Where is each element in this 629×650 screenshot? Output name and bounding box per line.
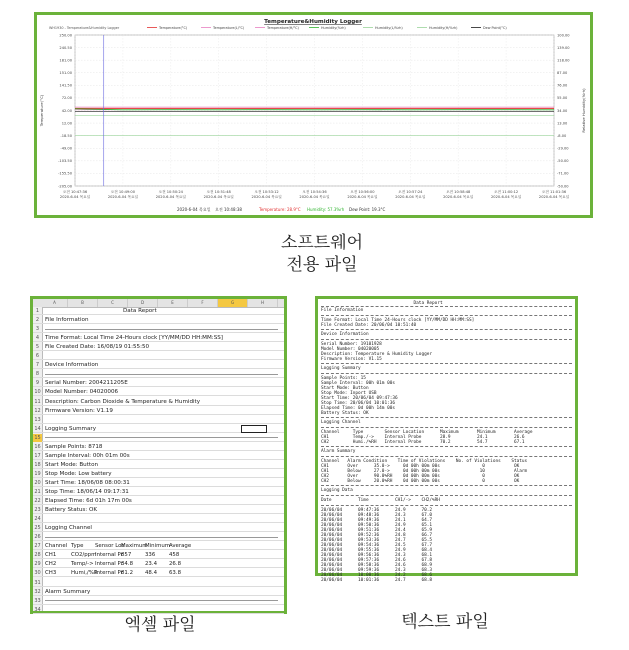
excel-row [33, 588, 284, 596]
excel-row-number[interactable]: 17 [34, 452, 41, 459]
excel-row-number[interactable]: 34 [34, 606, 41, 613]
excel-report-title[interactable]: Data Report [123, 308, 157, 314]
legend-entry: Humidity(H/%rh) [429, 26, 458, 30]
excel-row-number[interactable]: 18 [34, 461, 41, 468]
excel-row-number[interactable]: 16 [34, 443, 41, 450]
left-tick-label: -18.50 [60, 133, 72, 138]
text-file-line: Channel Alarm Condition Time of Violations No. of Violations Status [321, 459, 528, 464]
text-file-separator [321, 329, 572, 330]
text-file-line: Battery Status: OK [321, 411, 369, 416]
text-file-panel [315, 296, 578, 583]
excel-row-number[interactable]: 33 [34, 597, 41, 604]
chart-file-label: WH1930 - Temperature&Humidity Logger [49, 26, 120, 30]
right-tick-label: -8.00 [557, 133, 567, 138]
left-tick-label: 42.00 [61, 108, 72, 113]
legend-entry: Temperature(L/°C) [213, 26, 245, 30]
text-file-line: 20/06/04 09:55:36 24.9 68.4 [321, 548, 433, 553]
text-file-separator [321, 485, 572, 486]
excel-channel-cell[interactable]: CH2 [45, 561, 57, 568]
excel-row [33, 506, 284, 514]
text-file-line: CH1 Over 35.0-> 0d 00h 00m 00s 0 OK [321, 464, 520, 469]
x-tick-time: 오전 10:49:00 [110, 190, 136, 194]
right-tick-label: -71.00 [557, 171, 569, 176]
excel-row [33, 361, 284, 369]
software-caption [272, 232, 372, 276]
text-file-line: 20/06/04 10:01:36 24.7 68.8 [321, 578, 433, 583]
text-file-line: Logging Channel [321, 420, 361, 425]
excel-column-label[interactable]: H [248, 299, 278, 307]
legend-entry: Humidity(L/%rh) [375, 26, 403, 30]
text-file-line: Date Time CH1/-> CH2/%RH [321, 498, 440, 503]
text-file-line: Logging Summary [321, 366, 361, 371]
right-tick-label: 139.00 [557, 45, 570, 50]
software-caption-line-2: 전용 파일 [286, 255, 358, 275]
text-file-line: 20/06/04 09:57:36 24.6 67.8 [321, 558, 433, 563]
right-tick-label: 100.00 [557, 33, 570, 38]
legend-entry: Humidity(%rh) [321, 26, 346, 30]
text-file-separator [321, 373, 572, 374]
text-file-line: Sample Interval: 00h 01m 00s [321, 381, 396, 386]
text-file-line: Model Number: 04020005 [321, 347, 380, 352]
left-tick-label: 151.00 [59, 71, 72, 76]
status-time: 오전 10:48:38 [215, 207, 242, 212]
excel-channel-cell[interactable]: 23.4 [145, 561, 158, 568]
excel-row [33, 352, 284, 360]
excel-column-label[interactable]: A [42, 299, 68, 307]
text-file-line: Channel Type Sensor Location Maximum Minimum Average [321, 430, 533, 435]
text-file-line: Serial Number: 19101928 [321, 342, 382, 347]
excel-channel-cell[interactable]: 857 [121, 552, 132, 559]
excel-row-number[interactable]: 27 [34, 543, 41, 550]
text-caption: 텍스트 파일 [401, 612, 489, 632]
excel-row-number[interactable]: 6 [35, 353, 40, 360]
excel-column-label[interactable]: E [158, 299, 188, 307]
excel-channel-cell[interactable]: 81.2 [121, 570, 134, 577]
excel-row [33, 470, 284, 478]
left-tick-label: -103.50 [58, 159, 72, 164]
x-tick-time: 오전 10:53:12 [254, 190, 279, 194]
x-tick-date: 2020-6-04 목요일 [538, 195, 570, 199]
excel-row [33, 379, 284, 387]
excel-caption: 엑셀 파일 [124, 615, 196, 635]
excel-row-number[interactable]: 21 [34, 489, 41, 495]
text-file-line: Data Report [321, 301, 443, 306]
excel-row [33, 343, 284, 351]
excel-channel-header[interactable]: Maximum [121, 543, 148, 550]
text-file-line: 20/06/04 10:00:36 24.2 68.6 [321, 573, 433, 578]
right-tick-label: 87.00 [557, 71, 568, 76]
left-tick-label: -205.00 [58, 184, 72, 189]
text-file-line: Stop Time: 20/06/04 10:01:36 [321, 401, 396, 406]
text-file-line: 20/06/04 09:49:36 24.1 64.7 [321, 518, 433, 523]
left-tick-label: 240.50 [59, 45, 72, 50]
x-tick-date: 2020-6-04 목요일 [107, 195, 138, 199]
excel-row-number[interactable]: 24 [34, 516, 41, 523]
software-chart-panel [34, 12, 593, 218]
excel-cell-text[interactable]: Stop Time: 18/06/14 09:17:31 [45, 489, 129, 495]
x-tick-time: 오전 10:57:24 [398, 190, 423, 194]
excel-row [33, 452, 284, 460]
excel-row [33, 533, 284, 541]
excel-row [33, 416, 284, 424]
excel-row-number[interactable]: 23 [34, 507, 41, 514]
right-tick-label: -50.00 [557, 184, 569, 189]
excel-channel-cell[interactable]: 63.8 [169, 570, 182, 577]
status-temperature: Temperature: 28.9°C [259, 207, 301, 212]
excel-row-number[interactable]: 4 [35, 335, 40, 342]
excel-cell-text[interactable]: Elapsed Time: 6d 01h 17m 00s [45, 498, 132, 505]
text-file-line: 20/06/04 09:53:36 24.7 65.5 [321, 538, 433, 543]
excel-row-number[interactable]: 31 [34, 579, 41, 586]
excel-channel-header[interactable]: Sensor Loc [95, 543, 125, 550]
excel-cell-text[interactable]: Model Number: 04020006 [45, 389, 119, 396]
excel-row-number[interactable]: 25 [34, 525, 41, 532]
text-file-line: CH1 Below 27.0-> 0d 00h 00m 00s 10 Alarm [321, 469, 528, 474]
excel-cell-text[interactable]: Description: Carbon Dioxide & Temperature & Humidity [45, 398, 201, 405]
excel-row-number[interactable]: 8 [35, 371, 40, 378]
x-tick-time: 오전 11:01:36 [541, 190, 567, 194]
status-date: 2020-6-04 목요일 [177, 207, 211, 212]
text-file-line: 20/06/04 09:51:36 24.4 65.9 [321, 528, 433, 533]
left-tick-label: 12.00 [61, 121, 72, 126]
excel-row [33, 325, 284, 333]
x-tick-date: 2020-6-04 목요일 [59, 195, 91, 199]
excel-row [33, 515, 284, 523]
excel-row [33, 606, 284, 614]
excel-channel-cell[interactable]: 34.8 [121, 561, 134, 568]
excel-row-number[interactable]: 32 [34, 588, 41, 595]
x-tick-time: 오전 10:51:48 [206, 190, 231, 194]
excel-row-number[interactable]: 7 [35, 362, 40, 369]
excel-cell-text[interactable]: Device Information [45, 362, 99, 369]
excel-channel-cell[interactable]: CO2/ppm [71, 552, 97, 559]
excel-row [33, 497, 284, 505]
x-tick-date: 2020-6-04 목요일 [155, 195, 186, 199]
x-tick-date: 2020-6-04 목요일 [203, 195, 234, 199]
excel-row-number[interactable]: 26 [34, 534, 41, 541]
x-tick-time: 오전 11:00:12 [493, 190, 519, 194]
excel-channel-cell[interactable]: Internal Pr [95, 561, 123, 568]
chart-title: Temperature&Humidity Logger [264, 19, 362, 25]
excel-channel-cell[interactable]: CH3 [45, 570, 57, 577]
excel-row [33, 434, 284, 442]
text-file-line: 20/06/04 09:56:36 24.3 68.1 [321, 553, 433, 558]
excel-channel-header[interactable]: Type [71, 543, 84, 550]
excel-row-number[interactable]: 10 [34, 389, 41, 396]
text-file-line: 20/06/04 09:48:36 24.3 67.0 [321, 513, 433, 518]
excel-panel [30, 296, 287, 614]
excel-selected-cell[interactable] [241, 425, 267, 433]
excel-row-number[interactable]: 12 [34, 407, 41, 414]
excel-row-number[interactable]: 3 [35, 326, 40, 333]
text-file-line: File Information [321, 308, 364, 313]
x-tick-date: 2020-6-04 목요일 [251, 195, 282, 199]
excel-cell-text[interactable]: Sample Points: 8718 [45, 443, 103, 450]
excel-row [33, 398, 284, 406]
x-tick-time: 오전 10:56:00 [350, 190, 375, 194]
logger-chart [37, 15, 590, 215]
excel-channel-header[interactable]: Average [169, 543, 192, 550]
excel-row-number[interactable]: 5 [35, 344, 40, 351]
excel-channel-cell[interactable]: Humi,/%R [71, 570, 98, 577]
x-tick-date: 2020-6-04 목요일 [491, 195, 522, 199]
text-file-line: Firmware Version: V1.15 [321, 357, 382, 362]
excel-row [33, 307, 284, 315]
excel-row-number[interactable]: 14 [34, 425, 41, 432]
excel-channel-cell[interactable]: Internal Pr [95, 552, 123, 559]
left-tick-label: 181.00 [59, 58, 72, 63]
excel-row [33, 579, 284, 587]
excel-channel-cell[interactable]: 458 [169, 552, 180, 559]
excel-channel-header[interactable]: Minimum [145, 543, 170, 550]
excel-channel-cell[interactable]: 48.4 [145, 570, 158, 577]
excel-row-number[interactable]: 19 [34, 470, 41, 477]
excel-row [33, 461, 284, 469]
text-file-line: CH2 Over 90.0%RH 0d 00h 00m 00s 0 OK [321, 474, 520, 479]
excel-channel-cell[interactable]: 336 [145, 552, 156, 559]
text-file-separator [321, 495, 572, 496]
status-humidity: Humidity: 57.3%rh [307, 207, 345, 212]
left-tick-label: 250.00 [59, 33, 72, 38]
x-tick-date: 2020-6-04 목요일 [395, 195, 426, 199]
excel-column-label[interactable]: F [188, 299, 218, 307]
text-file-separator [321, 363, 572, 364]
left-axis-label: Temperature(°C) [39, 94, 44, 127]
text-file-separator [321, 427, 572, 428]
excel-cell-text[interactable]: Stop Mode: Low battery [45, 470, 112, 477]
text-file-separator [321, 417, 572, 418]
excel-row [33, 443, 284, 451]
excel-cell-text[interactable]: Alarm Summary [45, 588, 91, 595]
text-file-line: Time Format: Local Time 24-Hours clock [YY/MM/DD HH:MM:SS] [321, 318, 475, 323]
text-file-line: 20/06/04 09:47:36 24.9 70.2 [321, 508, 433, 513]
excel-cell-text[interactable]: File Information [45, 317, 89, 324]
excel-row-number[interactable]: 1 [35, 308, 40, 314]
excel-channel-cell[interactable]: Internal Pr [95, 570, 123, 577]
excel-row [33, 597, 284, 605]
excel-row-number[interactable]: 11 [34, 398, 41, 405]
excel-row-number[interactable]: 29 [34, 561, 41, 568]
excel-row-number[interactable]: 28 [34, 552, 41, 559]
x-tick-time: 오전 10:50:24 [158, 190, 183, 194]
excel-channel-header[interactable]: Channel [45, 543, 68, 550]
excel-cell-text[interactable]: Sample Interval: 00h 01m 00s [45, 452, 130, 459]
excel-row [33, 407, 284, 415]
excel-channel-cell[interactable]: CH1 [45, 552, 57, 559]
text-file-line: 20/06/04 09:59:36 24.3 68.3 [321, 568, 433, 573]
legend-entry: Temperature(°C) [159, 26, 188, 30]
text-file-line: CH1 Temp./-> Internal Probe 28.9 24.1 26.6 [321, 435, 525, 440]
right-tick-label: 118.00 [557, 58, 570, 63]
legend-entry: Temperature(H/°C) [267, 26, 299, 30]
text-file-line: Alarm Summary [321, 449, 356, 454]
excel-row-number[interactable]: 2 [35, 317, 40, 324]
left-tick-label: 141.50 [59, 83, 72, 88]
text-file-separator [321, 446, 572, 447]
status-dew-point: Dew Point: 19.3°C [349, 207, 386, 212]
text-file-line: CH2 Humi./%RH Internal Probe 70.2 54.7 67.1 [321, 440, 525, 445]
text-file-line: 20/06/04 09:58:36 24.6 68.9 [321, 563, 433, 568]
excel-cell-text[interactable]: Logging Channel [45, 525, 92, 532]
excel-cell-text[interactable]: File Created Date: 16/08/19 01:55:50 [45, 344, 150, 351]
legend-entry: Dew Point(°C) [483, 26, 507, 30]
right-axis-label: Relative Humidity(%rh) [581, 88, 586, 133]
excel-column-label[interactable]: G [218, 299, 248, 307]
excel-row-number[interactable]: 13 [34, 416, 41, 423]
excel-row [33, 370, 284, 378]
x-tick-date: 2020-6-04 목요일 [347, 195, 378, 199]
excel-cell-text[interactable]: Logging Summary [45, 425, 97, 432]
excel-row-number[interactable]: 20 [34, 479, 41, 486]
excel-cell-text[interactable]: Battery Status: OK [45, 507, 98, 514]
excel-cell-text[interactable]: Firmware Version: V1.19 [45, 407, 113, 414]
right-tick-label: 13.00 [557, 121, 568, 126]
excel-cell-text[interactable]: Start Time: 18/06/08 08:00:31 [45, 479, 130, 486]
right-tick-label: -29.00 [557, 146, 569, 151]
excel-channel-cell[interactable]: Temp/-> [71, 561, 94, 568]
excel-row-number[interactable]: 30 [34, 570, 41, 577]
excel-row-number[interactable]: 15 [34, 434, 41, 441]
text-file-separator [321, 315, 572, 316]
excel-column-label[interactable]: D [128, 299, 158, 307]
right-tick-label: 55.00 [557, 96, 568, 101]
text-file-line: Start Time: 20/06/04 09:47:36 [321, 396, 398, 401]
text-file-line: Logging Data [321, 488, 353, 493]
x-tick-time: 오전 10:58:48 [446, 190, 471, 194]
excel-row [33, 334, 284, 342]
x-tick-date: 2020-6-04 목요일 [443, 195, 474, 199]
text-file-line: Start Mode: Button [321, 386, 369, 391]
excel-cell-text[interactable]: Serial Number: 2004211205E [45, 380, 128, 387]
left-tick-label: -49.00 [60, 146, 72, 151]
text-file-line: Device Information [321, 332, 369, 337]
text-file-line: File Created Date: 20/06/04 10:51:40 [321, 323, 417, 328]
text-file-separator [321, 339, 572, 340]
left-tick-label: -155.50 [58, 171, 72, 176]
x-tick-time: 오전 10:47:36 [62, 190, 88, 194]
right-tick-label: -50.00 [557, 159, 569, 164]
left-tick-label: 72.00 [61, 96, 72, 101]
text-file-line: Sample Points: 15 [321, 376, 366, 381]
text-file-separator [321, 456, 572, 457]
excel-row [33, 316, 284, 324]
excel-column-label[interactable]: C [98, 299, 128, 307]
excel-row [33, 524, 284, 532]
software-caption-line-1: 소프트웨어 [280, 233, 364, 253]
x-tick-time: 오전 10:54:36 [302, 190, 327, 194]
excel-channel-cell[interactable]: 26.8 [169, 561, 182, 568]
text-file-separator [321, 306, 572, 307]
excel-row [33, 488, 284, 496]
text-file-line: Description: Temperature & Humidity Logger [321, 352, 433, 357]
text-file-line: 20/06/04 09:50:36 24.9 65.1 [321, 523, 433, 528]
excel-row [33, 388, 284, 396]
text-file-separator [321, 505, 572, 506]
excel-column-label[interactable]: B [68, 299, 98, 307]
text-file-line: 20/06/04 09:52:36 24.8 66.7 [321, 533, 433, 538]
excel-row-number[interactable]: 9 [35, 380, 40, 387]
text-file-line: Stop Mode: Inport USB [321, 391, 377, 396]
excel-cell-text[interactable]: Time Format: Local Time 24-Hours clock [YY/MM/DD HH:MM:SS] [45, 335, 223, 342]
right-tick-label: 76.00 [557, 83, 568, 88]
excel-row [33, 479, 284, 487]
text-file-line: 20/06/04 09:54:36 24.5 67.7 [321, 543, 433, 548]
text-file-line: Elapsed Time: 0d 00h 14m 00s [321, 406, 396, 411]
excel-cell-text[interactable]: Start Mode: Button [45, 461, 99, 468]
text-file-line: CH2 Below 20.0%RH 0d 00h 00m 00s 0 OK [321, 479, 520, 484]
right-tick-label: 34.00 [557, 108, 568, 113]
excel-row-number[interactable]: 22 [34, 498, 41, 505]
x-tick-date: 2020-6-04 목요일 [299, 195, 330, 199]
